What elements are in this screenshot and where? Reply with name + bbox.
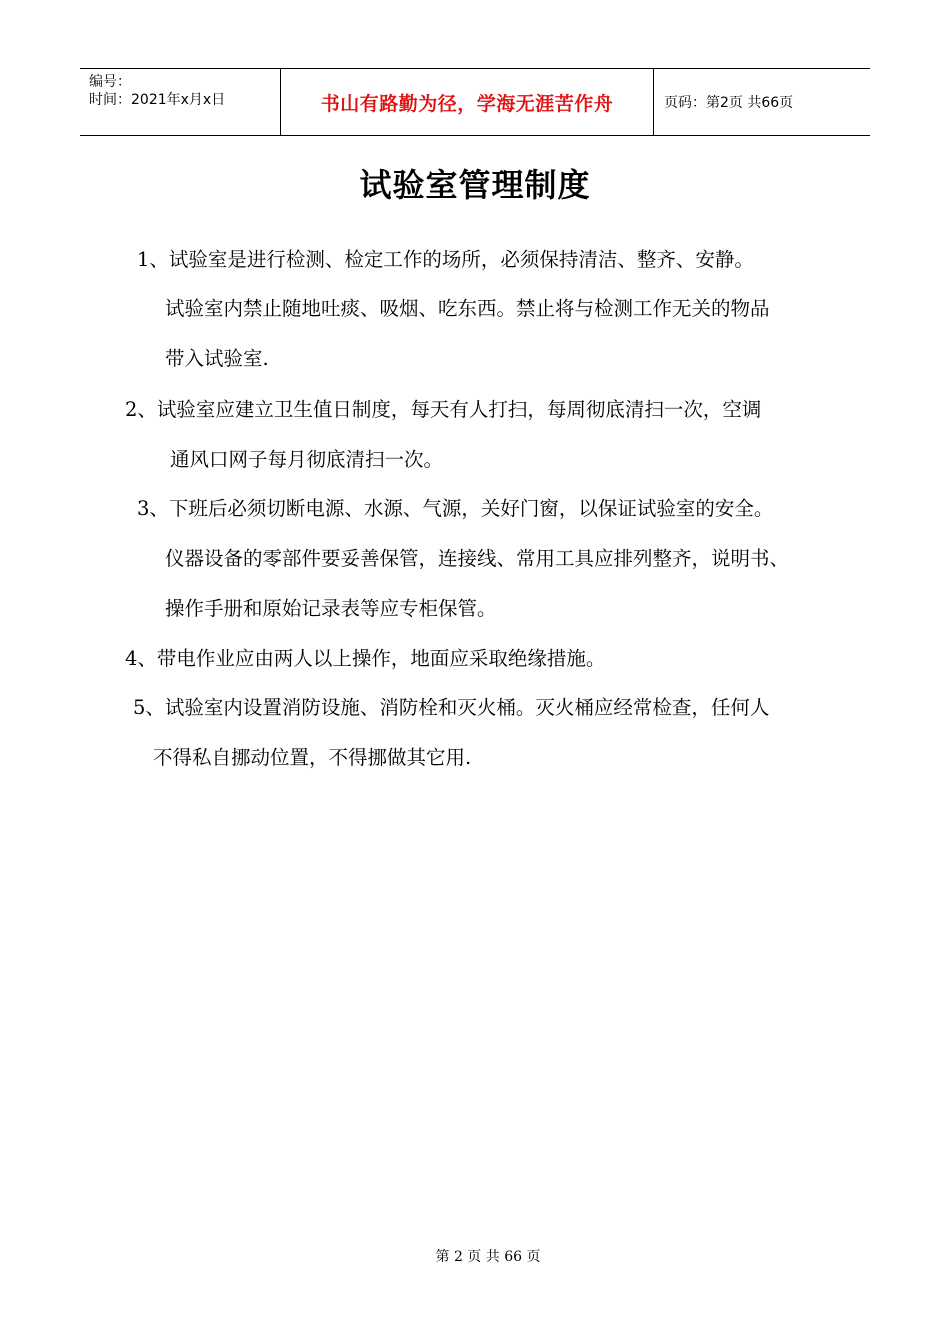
header-left-cell: [80, 69, 281, 135]
header-right-cell: [654, 69, 870, 135]
body-line: 通风口网子每月彻底清扫一次。: [170, 448, 444, 471]
number-label: 编号：: [89, 74, 131, 90]
time-label: 时间：2021年x月x日: [89, 92, 226, 108]
body-line: 仪器设备的零部件要妥善保管，连接线、常用工具应排列整齐，说明书、: [165, 547, 790, 570]
body-line: 带入试验室.: [165, 347, 269, 370]
body-line: 操作手册和原始记录表等应专柜保管。: [165, 597, 497, 620]
page-info: 页码：第2页 共66页: [664, 95, 794, 111]
header-motto: 书山有路勤为径，学海无涯苦作舟: [320, 92, 614, 115]
body-line: 5、试验室内设置消防设施、消防栓和灭火桶。灭火桶应经常检查，任何人: [133, 696, 770, 719]
header-table: [80, 68, 870, 136]
body-line: 不得私自挪动位置，不得挪做其它用.: [153, 746, 472, 769]
page-footer: 第 2 页 共 66 页: [435, 1249, 541, 1265]
body-line: 2、试验室应建立卫生值日制度，每天有人打扫，每周彻底清扫一次，空调: [125, 398, 762, 421]
body-line: 1、试验室是进行检测、检定工作的场所，必须保持清洁、整齐、安静。: [137, 248, 754, 271]
header-middle-cell: [281, 69, 654, 135]
document-title: 试验室管理制度: [359, 166, 591, 204]
body-line: 3、下班后必须切断电源、水源、气源，关好门窗，以保证试验室的安全。: [137, 497, 774, 520]
body-line: 4、带电作业应由两人以上操作，地面应采取绝缘措施。: [125, 647, 606, 670]
body-line: 试验室内禁止随地吐痰、吸烟、吃东西。禁止将与检测工作无关的物品: [165, 297, 770, 320]
